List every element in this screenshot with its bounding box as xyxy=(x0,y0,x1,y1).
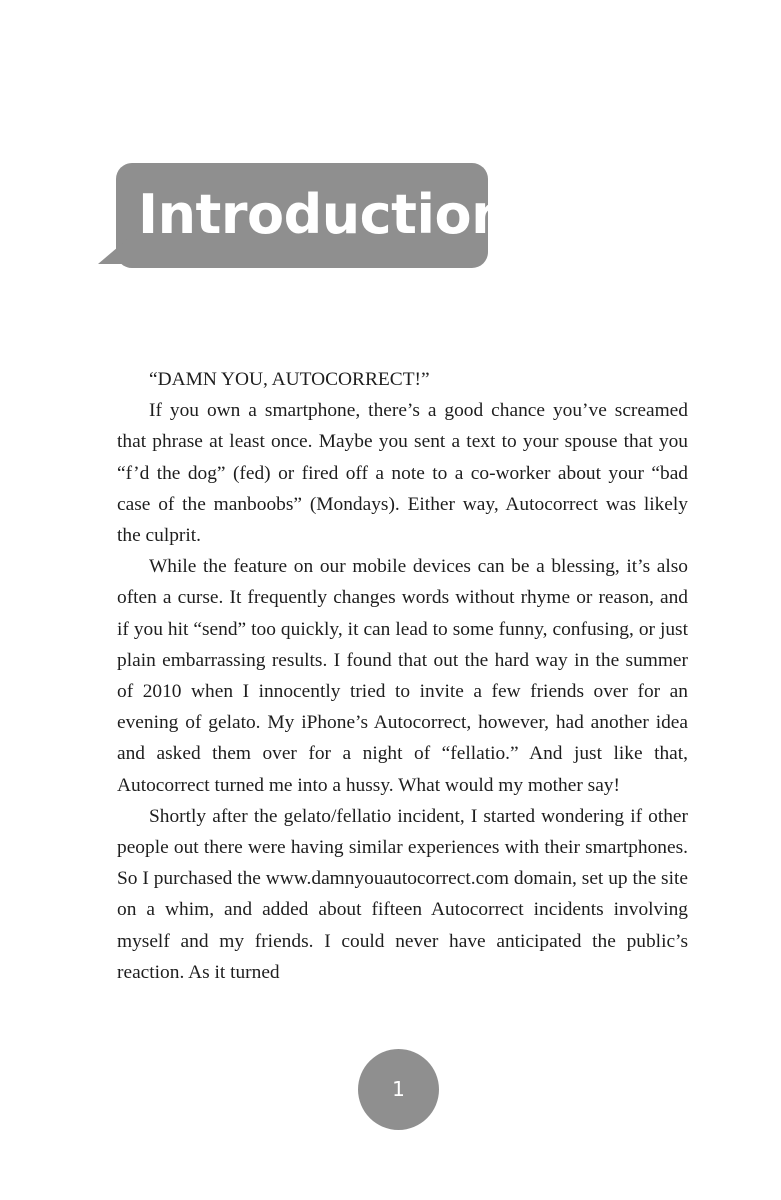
speech-bubble-tail-icon xyxy=(98,230,138,264)
opening-line: “DAMN YOU, AUTOCORRECT!” xyxy=(149,369,430,390)
chapter-body xyxy=(117,364,688,988)
paragraph: While the feature on our mobile devices can be a blessing, it’s also often a curse. It frequently changes words without rhyme or reason, and if you hit “send” too quickly, it can lead to some funny, confusing, or just plain embarrassing results. I found that out the hard way in the summer of 2010 when I innocently tried to invite a few friends over for an evening of gelato. My iPhone’s Autocorrect, however, had another idea and asked them over for a night of “fellatio.” And just like that, Autocorrect turned me into a hussy. What would my mother say! xyxy=(117,556,688,796)
chapter-title: Introduction xyxy=(138,183,510,246)
page-number: 1 xyxy=(358,1049,439,1130)
paragraph: Shortly after the gelato/fellatio incident, I started wondering if other people out there were having similar experiences with their smartphones. So I purchased the www.damnyouautocorrect.com domain, set up the site on a whim, and added about fifteen Autocorrect incidents involving myself and my friends. I could never have anticipated the public’s reaction. As it turned xyxy=(117,805,688,983)
paragraph: If you own a smartphone, there’s a good chance you’ve screamed that phrase at least once. Maybe you sent a text to your spouse that you “f’d the dog” (fed) or fired off a note to a co-worker about your “bad case of the manboobs” (Mondays). Either way, Autocorrect was likely the culprit. xyxy=(117,400,688,547)
